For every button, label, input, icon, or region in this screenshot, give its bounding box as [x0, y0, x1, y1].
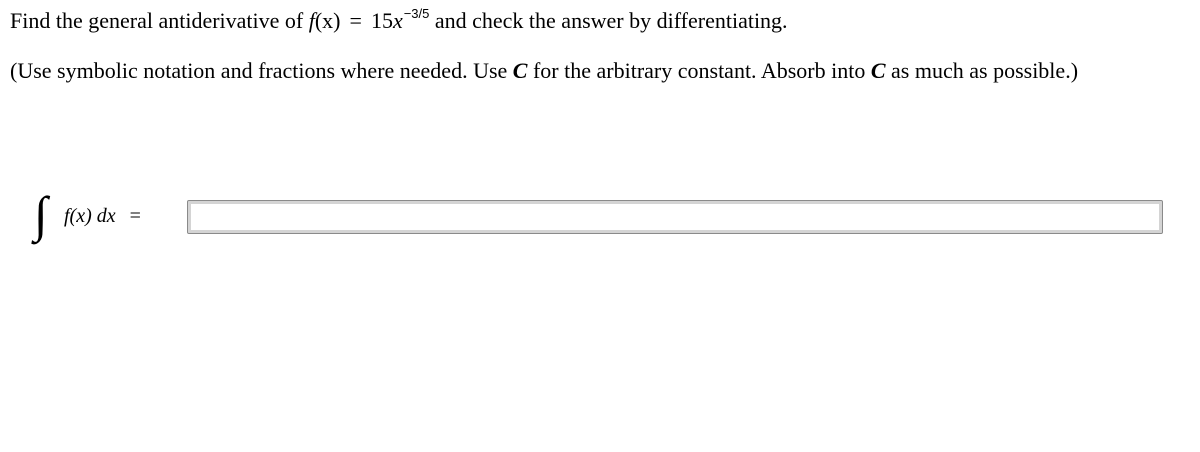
instruction-part-1: (Use symbolic notation and fractions where needed. Use	[10, 58, 513, 83]
integrand: f(x) dx	[64, 205, 116, 227]
exponent: −3/5	[403, 6, 430, 21]
answer-equals: =	[129, 205, 141, 227]
integral-symbol: ∫	[34, 186, 48, 242]
constant-symbol-1: C	[512, 58, 528, 83]
instruction-part-2: for the arbitrary constant. Absorb into	[527, 58, 871, 83]
answer-row	[34, 186, 1174, 242]
question-suffix: and check the answer by differentiating.	[429, 8, 788, 33]
instruction-text	[10, 57, 1078, 85]
answer-input[interactable]	[187, 200, 1163, 234]
integral-expression	[64, 203, 150, 229]
function-name: f	[308, 8, 315, 33]
instruction-part-3: as much as possible.)	[885, 58, 1079, 83]
function-equals: =	[349, 8, 362, 33]
coefficient: 15	[370, 8, 393, 33]
function-argument: (x)	[314, 8, 341, 33]
question-text	[10, 7, 788, 38]
question-prefix: Find the general antiderivative of	[10, 8, 309, 33]
constant-symbol-2: C	[870, 58, 886, 83]
variable: x	[392, 8, 403, 33]
